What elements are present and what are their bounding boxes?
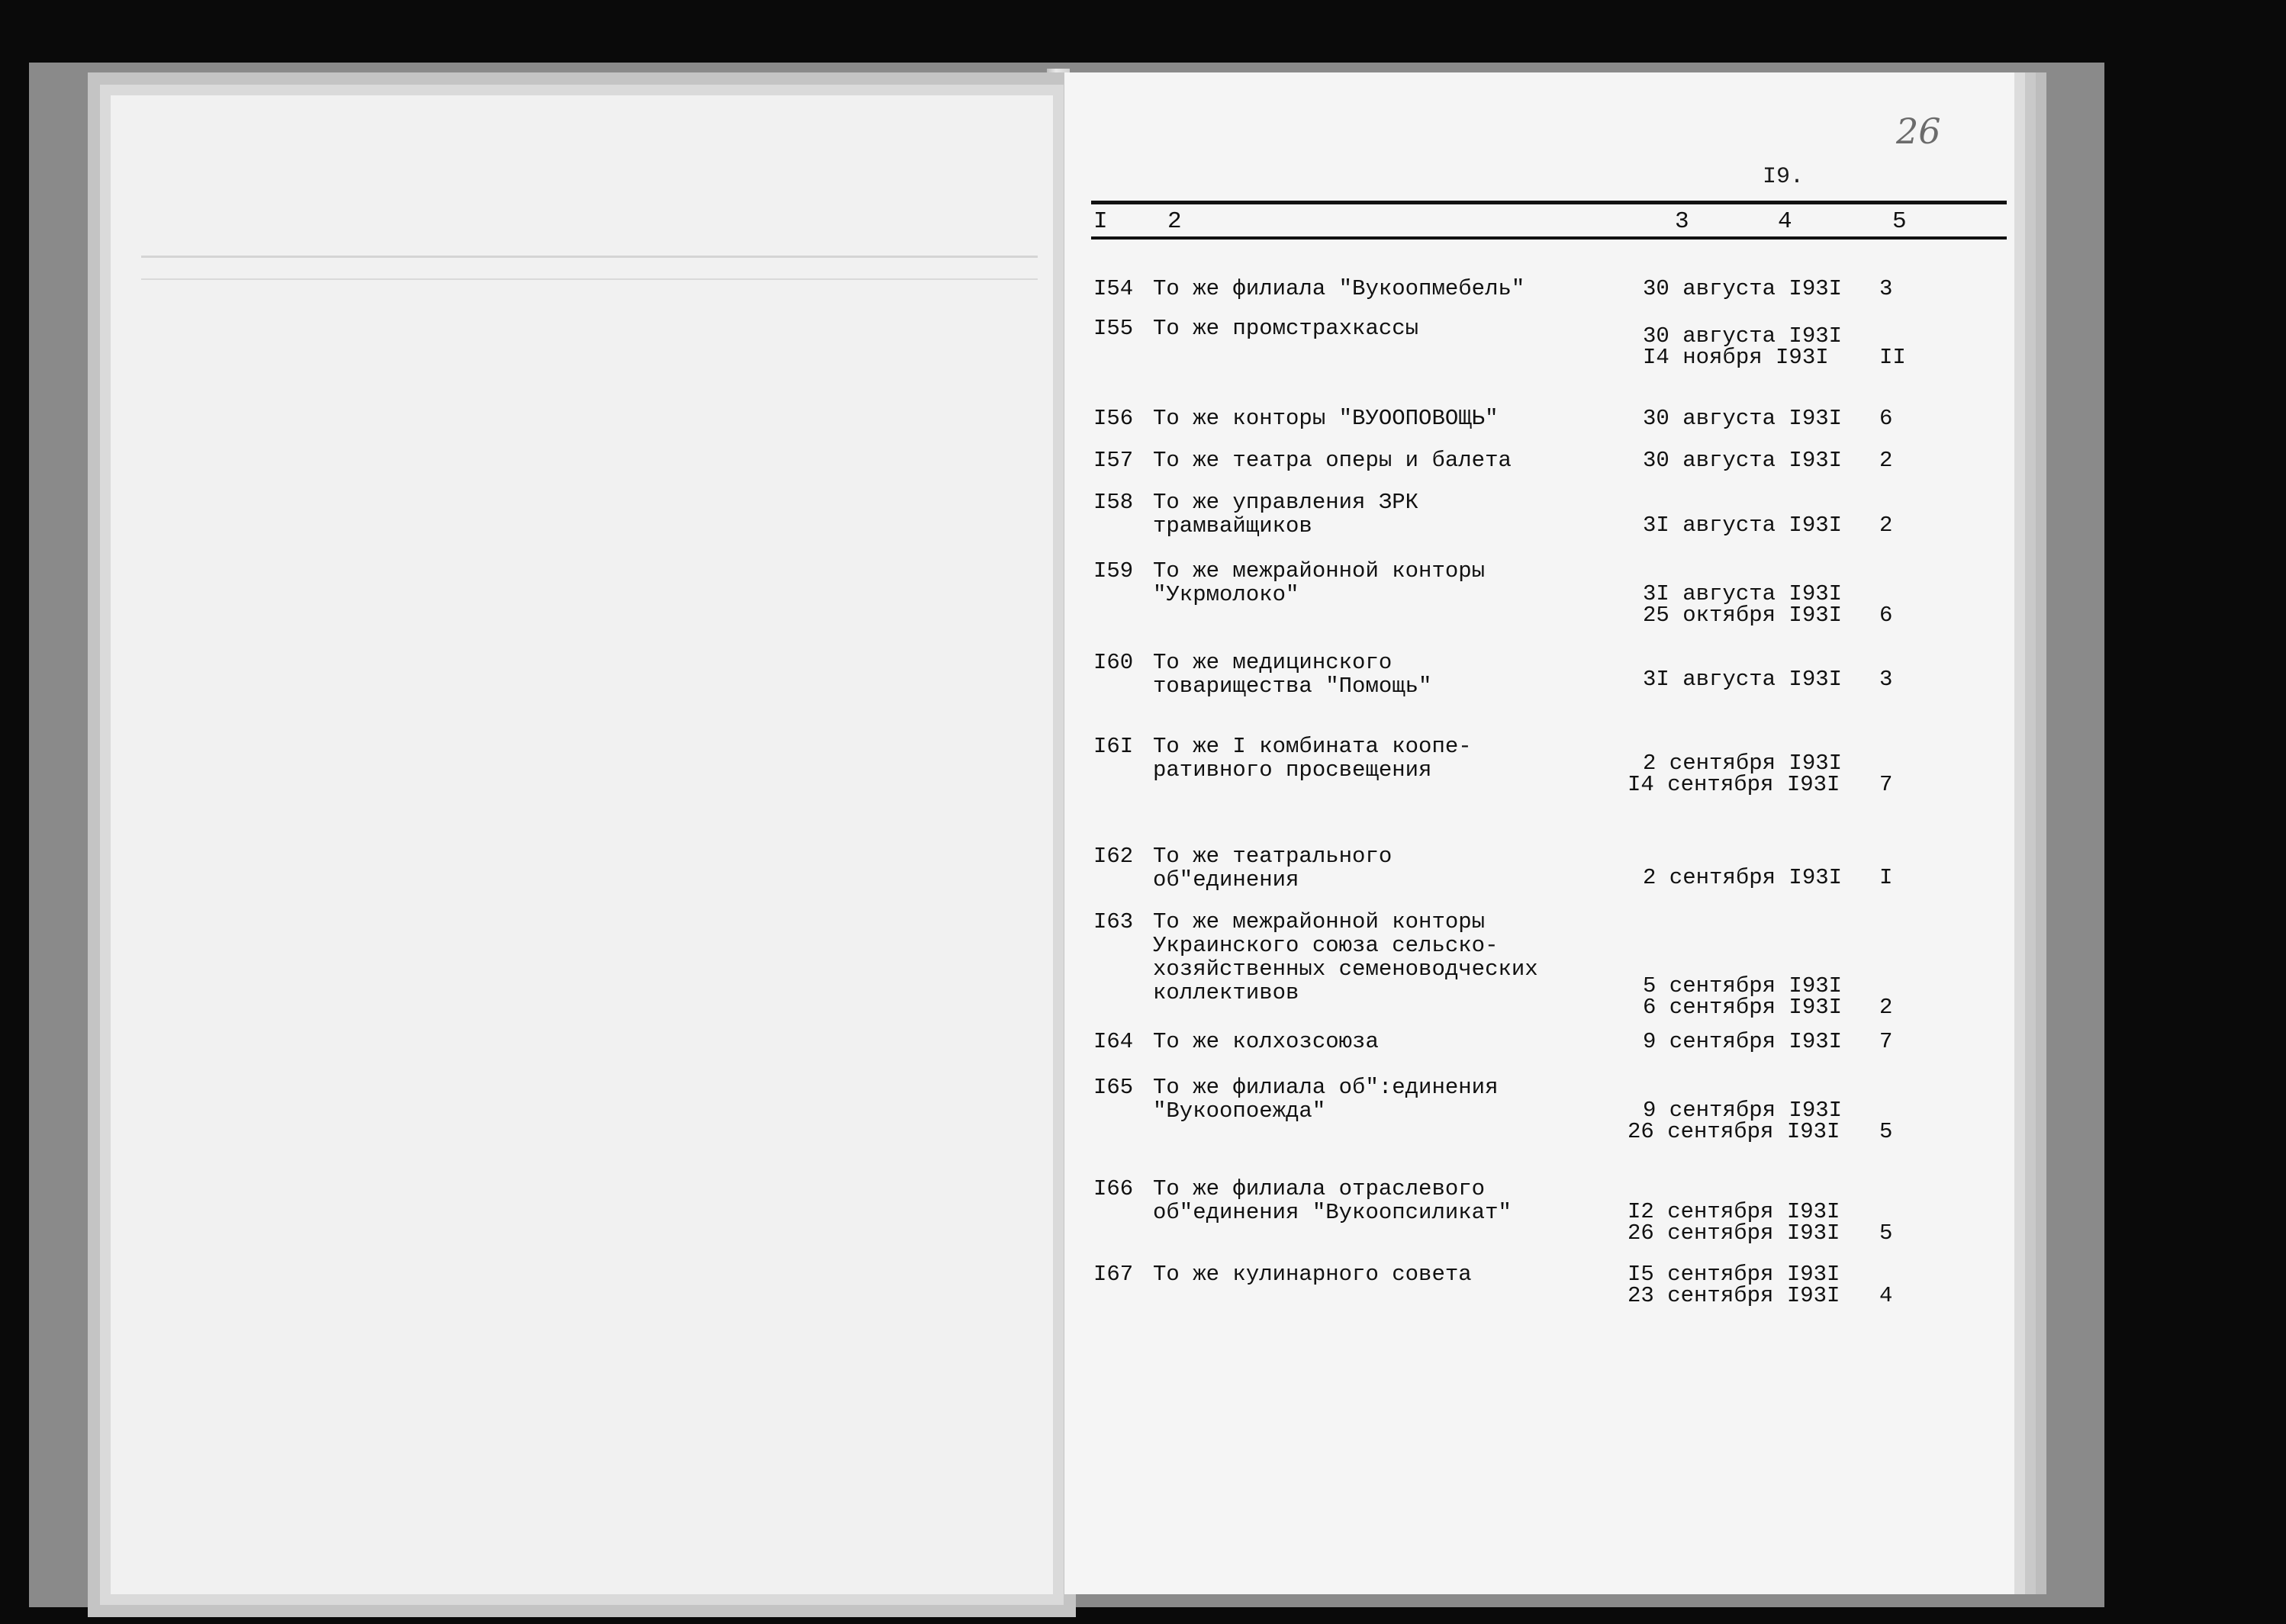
entry-date: 30 августа I93I xyxy=(1643,406,1843,431)
entry-title: То же филиала об":единения "Вукоопоежда" xyxy=(1153,1075,1499,1124)
entry-number: I62 xyxy=(1093,844,1134,869)
entry-date: 9 сентября I93I xyxy=(1643,1098,1843,1123)
entry-date: 2 сентября I93I xyxy=(1643,865,1843,890)
right-page xyxy=(1064,72,2014,1594)
entry-date: 25 октября I93I xyxy=(1643,603,1843,628)
entry-count: 2 xyxy=(1879,995,1893,1020)
entry-count: 2 xyxy=(1879,513,1893,538)
entry-date: 3I августа I93I xyxy=(1643,513,1843,538)
entry-title: То же промстрахкассы xyxy=(1153,316,1419,341)
entry-date: I5 сентября I93I xyxy=(1628,1262,1840,1287)
entry-number: I66 xyxy=(1093,1176,1134,1201)
entry-count: 4 xyxy=(1879,1283,1893,1308)
entry-count: 3 xyxy=(1879,667,1893,692)
entry-number: I54 xyxy=(1093,276,1134,301)
entry-number: I55 xyxy=(1093,316,1134,341)
entry-date: 3I августа I93I xyxy=(1643,581,1843,606)
entry-date: I4 сентября I93I xyxy=(1628,772,1840,797)
entry-title: То же колхозсоюза xyxy=(1153,1029,1379,1054)
entry-number: I65 xyxy=(1093,1075,1134,1100)
entry-count: 6 xyxy=(1879,603,1893,628)
entry-title: То же I комбината коопе- ративного просвещения xyxy=(1153,734,1472,783)
entry-number: I57 xyxy=(1093,448,1134,473)
column-header-2: 2 xyxy=(1167,208,1182,235)
entry-title: То же управления ЗРК трамвайщиков xyxy=(1153,490,1419,539)
entry-date: 23 сентября I93I xyxy=(1628,1283,1840,1308)
entry-count: II xyxy=(1879,345,1906,370)
entry-date: 26 сентября I93I xyxy=(1628,1220,1840,1246)
entry-number: I64 xyxy=(1093,1029,1134,1054)
entry-date: 9 сентября I93I xyxy=(1643,1029,1843,1054)
entry-count: 3 xyxy=(1879,276,1893,301)
column-header-1: I xyxy=(1093,208,1108,235)
entry-date: 2 сентября I93I xyxy=(1643,751,1843,776)
entry-count: 7 xyxy=(1879,1029,1893,1054)
column-header-3: 3 xyxy=(1675,208,1689,235)
entry-date: 30 августа I93I xyxy=(1643,323,1843,349)
entry-number: I63 xyxy=(1093,909,1134,934)
entry-title: То же театрального об"единения xyxy=(1153,844,1393,892)
entry-count: 5 xyxy=(1879,1119,1893,1144)
column-header-4: 4 xyxy=(1778,208,1792,235)
entry-date: 5 сентября I93I xyxy=(1643,973,1843,999)
column-header-5: 5 xyxy=(1892,208,1907,235)
entry-number: I67 xyxy=(1093,1262,1134,1287)
entry-title: То же кулинарного совета xyxy=(1153,1262,1472,1287)
entry-title: То же медицинского товарищества "Помощь" xyxy=(1153,650,1432,699)
entry-date: 3I августа I93I xyxy=(1643,667,1843,692)
header-rule-top xyxy=(1091,201,2007,204)
left-page xyxy=(111,95,1053,1594)
entry-count: 5 xyxy=(1879,1220,1893,1246)
entry-number: I59 xyxy=(1093,558,1134,584)
entry-title: То же межрайонной конторы Украинского союза сельско- хозяйственных семеноводческих коллективов xyxy=(1153,909,1538,1005)
entry-title: То же межрайонной конторы "Укрмолоко" xyxy=(1153,558,1486,607)
entry-number: I6I xyxy=(1093,734,1134,759)
entry-number: I60 xyxy=(1093,650,1134,675)
entry-title: То же конторы "ВУООПОВОЩЬ" xyxy=(1153,406,1499,431)
page-number: I9. xyxy=(1763,164,1805,190)
entry-count: I xyxy=(1879,865,1893,890)
entry-date: 30 августа I93I xyxy=(1643,448,1843,473)
entry-date: 30 августа I93I xyxy=(1643,276,1843,301)
bleed-through-text xyxy=(111,95,1053,1594)
entry-count: 2 xyxy=(1879,448,1893,473)
entry-number: I56 xyxy=(1093,406,1134,431)
header-rule-bottom xyxy=(1091,236,2007,240)
entry-count: 6 xyxy=(1879,406,1893,431)
entry-date: 26 сентября I93I xyxy=(1628,1119,1840,1144)
entry-date: I4 ноября I93I xyxy=(1643,345,1829,370)
entry-title: То же филиала отраслевого об"единения "Вукоопсиликат" xyxy=(1153,1176,1512,1225)
entry-date: I2 сентября I93I xyxy=(1628,1199,1840,1224)
handwritten-page-number: 26 xyxy=(1896,111,1941,152)
entry-date: 6 сентября I93I xyxy=(1643,995,1843,1020)
entry-number: I58 xyxy=(1093,490,1134,515)
entry-title: То же театра оперы и балета xyxy=(1153,448,1512,473)
entry-title: То же филиала "Вукоопмебель" xyxy=(1153,276,1525,301)
entry-count: 7 xyxy=(1879,772,1893,797)
